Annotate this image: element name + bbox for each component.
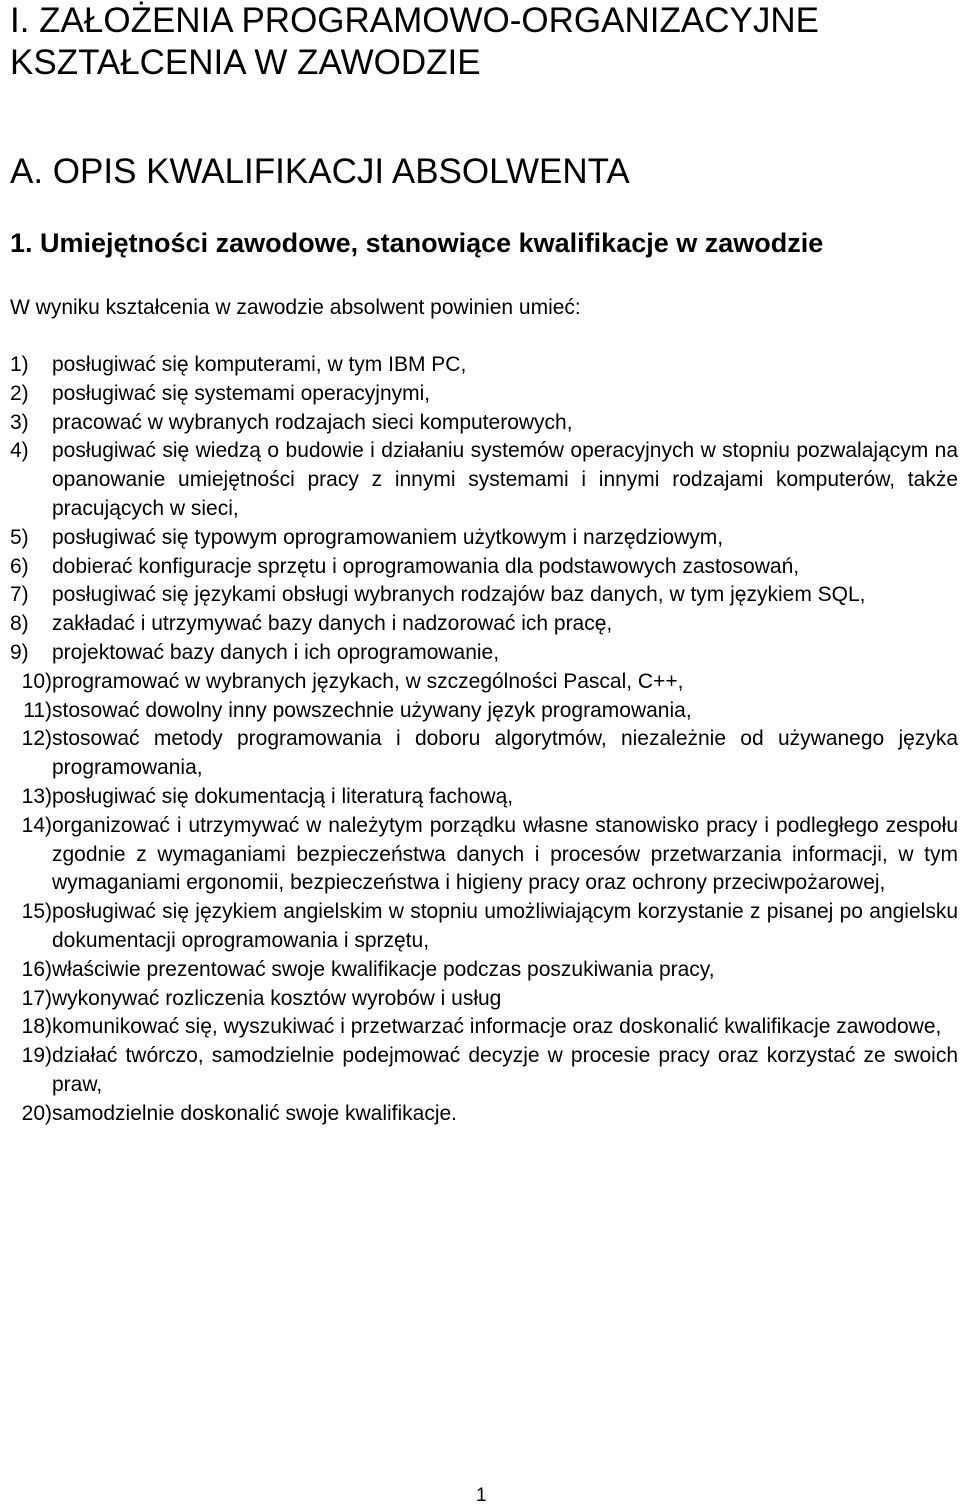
list-item-number: 18) <box>21 1015 52 1039</box>
list-item-number: 5) <box>10 525 29 549</box>
list-item-number: 20) <box>21 1101 52 1125</box>
list-item <box>0 668 958 697</box>
list-item-number: 8) <box>10 612 29 636</box>
list-item <box>0 1013 958 1042</box>
list-item <box>0 812 958 898</box>
list-item-number: 7) <box>10 583 29 607</box>
list-item-text: samodzielnie doskonalić swoje kwalifikacje. <box>52 1101 458 1125</box>
list-item-number: 3) <box>10 410 29 434</box>
document-title <box>10 0 819 84</box>
list-item-text: posługiwać się systemami operacyjnymi, <box>52 381 431 405</box>
list-item-text: programować w wybranych językach, w szczególności Pascal, C++, <box>52 669 684 693</box>
list-item-number: 14) <box>21 813 52 837</box>
page-number: 1 <box>476 1485 487 1506</box>
list-item-text: stosować dowolny inny powszechnie używany język programowania, <box>52 698 692 722</box>
title-line-1: I. ZAŁOŻENIA PROGRAMOWO-ORGANIZACYJNE <box>10 1 819 40</box>
list-item-text: posługiwać się językiem angielskim w stopniu umożliwiającym korzystanie z pisanej po angielsku dokumentacji oprogramowania i sprzętu, <box>52 900 958 952</box>
list-item-text: organizować i utrzymywać w należytym porządku własne stanowisko pracy i podległego zespołu zgodnie z wymaganiami bezpieczeństwa danych i procesów przetwarzania informacji, w tym wymaganiami ergonomii, bezpieczeństwa i higieny pracy oraz ochrony przeciwpożarowej, <box>52 813 958 895</box>
list-item-number: 2) <box>10 381 29 405</box>
list-item <box>0 1042 958 1100</box>
list-item <box>0 783 958 812</box>
list-item <box>0 553 958 582</box>
list-item <box>0 437 958 523</box>
list-item-text: wykonywać rozliczenia kosztów wyrobów i usług <box>52 986 502 1010</box>
list-item-text: działać twórczo, samodzielnie podejmować decyzje w procesie pracy oraz korzystać ze swoich praw, <box>52 1044 958 1096</box>
list-item <box>0 898 958 956</box>
list-item-text: posługiwać się typowym oprogramowaniem użytkowym i narzędziowym, <box>52 525 724 549</box>
list-item-number: 12) <box>21 727 52 751</box>
list-item-text: właściwie prezentować swoje kwalifikacje podczas poszukiwania pracy, <box>52 957 715 981</box>
list-item-text: komunikować się, wyszukiwać i przetwarzać informacje oraz doskonalić kwalifikacje zawodowe, <box>52 1015 942 1039</box>
intro-paragraph: W wyniku kształcenia w zawodzie absolwent powinien umieć: <box>10 296 581 319</box>
list-item-number: 11) <box>23 698 52 722</box>
list-item-text: projektować bazy danych i ich oprogramowanie, <box>52 640 500 664</box>
list-item-number: 6) <box>10 554 29 578</box>
list-item-number: 15) <box>21 900 52 924</box>
list-item <box>0 610 958 639</box>
list-item <box>0 351 958 380</box>
list-item-number: 13) <box>21 784 52 808</box>
list-item <box>0 725 958 783</box>
list-item <box>0 697 958 726</box>
list-item <box>0 380 958 409</box>
list-item <box>0 1100 958 1129</box>
list-item-number: 19) <box>21 1044 52 1068</box>
list-item-number: 17) <box>21 986 52 1010</box>
list-item-text: posługiwać się dokumentacją i literaturą fachową, <box>52 784 514 808</box>
list-item <box>0 581 958 610</box>
list-item <box>0 956 958 985</box>
list-item-text: posługiwać się komputerami, w tym IBM PC, <box>52 353 467 376</box>
list-item-text: pracować w wybranych rodzajach sieci komputerowych, <box>52 410 573 434</box>
list-item <box>0 985 958 1014</box>
list-item-text: stosować metody programowania i doboru algorytmów, niezależnie od używanego języka programowania, <box>52 727 958 780</box>
list-item <box>0 639 958 668</box>
list-item <box>0 524 958 553</box>
list-item-number: 1) <box>10 353 29 376</box>
list-item-number: 10) <box>21 669 52 693</box>
title-line-2: KSZTAŁCENIA W ZAWODZIE <box>10 43 481 82</box>
list-item-text: posługiwać się językami obsługi wybranych rodzajów baz danych, w tym językiem SQL, <box>52 583 866 607</box>
list-item-text: zakładać i utrzymywać bazy danych i nadzorować ich pracę, <box>52 612 613 636</box>
skills-list <box>0 351 958 1129</box>
list-item-number: 9) <box>10 640 29 664</box>
subsection-heading: 1. Umiejętności zawodowe, stanowiące kwalifikacje w zawodzie <box>10 228 824 258</box>
list-item-number: 16) <box>21 957 52 981</box>
list-item <box>0 409 958 438</box>
list-item-number: 4) <box>10 439 29 463</box>
section-heading: A. OPIS KWALIFIKACJI ABSOLWENTA <box>10 152 630 191</box>
list-item-text: posługiwać się wiedzą o budowie i działaniu systemów operacyjnych w stopniu pozwalającym na opanowanie umiejętności pracy z innymi systemami i innymi rodzajami komputerów, także pracujących w sieci, <box>52 439 958 520</box>
list-item-text: dobierać konfiguracje sprzętu i oprogramowania dla podstawowych zastosowań, <box>52 554 800 578</box>
